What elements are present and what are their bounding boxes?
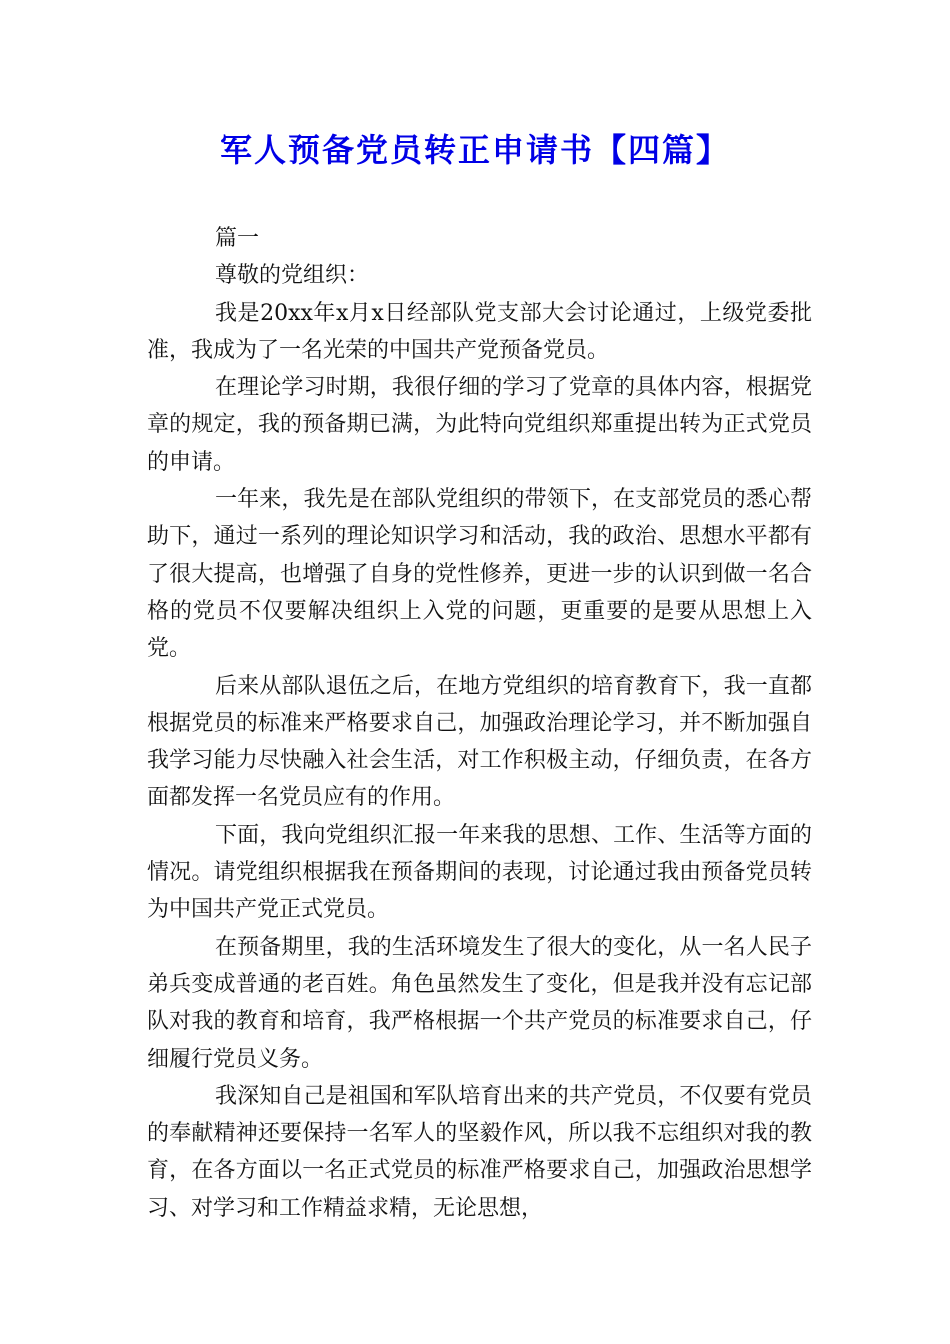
paragraph: 在理论学习时期，我很仔细的学习了党章的具体内容，根据党章的规定，我的预备期已满，为此特向党组织郑重提出转为正式党员的申请。: [147, 375, 812, 475]
section-heading: 篇一: [215, 226, 260, 251]
paragraph: 下面，我向党组织汇报一年来我的思想、工作、生活等方面的情况。请党组织根据我在预备期间的表现，讨论通过我由预备党员转为中国共产党正式党员。: [147, 822, 812, 923]
paragraph: 我是20xx年x月x日经部队党支部大会讨论通过，上级党委批准，我成为了一名光荣的中国共产党预备党员。: [147, 300, 812, 363]
salutation: 尊敬的党组织：: [215, 263, 370, 289]
paragraph: 一年来，我先是在部队党组织的带领下，在支部党员的悉心帮助下，通过一系列的理论知识学习和活动，我的政治、思想水平都有了很大提高，也增强了自身的党性修养，更进一步的认识到做一名合格的党员不仅要解决组织上入党的问题，更重要的是要从思想上入党。: [147, 487, 812, 662]
paragraph: 我深知自己是祖国和军队培育出来的共产党员，不仅要有党员的奉献精神还要保持一名军人的坚毅作风，所以我不忘组织对我的教育，在各方面以一名正式党员的标准严格要求自己，加强政治思想学习、对学习和工作精益求精，无论思想，: [147, 1083, 812, 1221]
paragraph: 在预备期里，我的生活环境发生了很大的变化，从一名人民子弟兵变成普通的老百姓。角色虽然发生了变化，但是我并没有忘记部队对我的教育和培育，我严格根据一个共产党员的标准要求自己，仔细履行党员义务。: [147, 934, 812, 1072]
paragraph: 后来从部队退伍之后，在地方党组织的培育教育下，我一直都根据党员的标准来严格要求自己，加强政治理论学习，并不断加强自我学习能力尽快融入社会生活，对工作积极主动，仔细负责，在各方面都发挥一名党员应有的作用。: [147, 673, 812, 811]
document-body: [147, 220, 812, 1227]
document-title: 军人预备党员转正申请书【四篇】: [219, 131, 730, 169]
